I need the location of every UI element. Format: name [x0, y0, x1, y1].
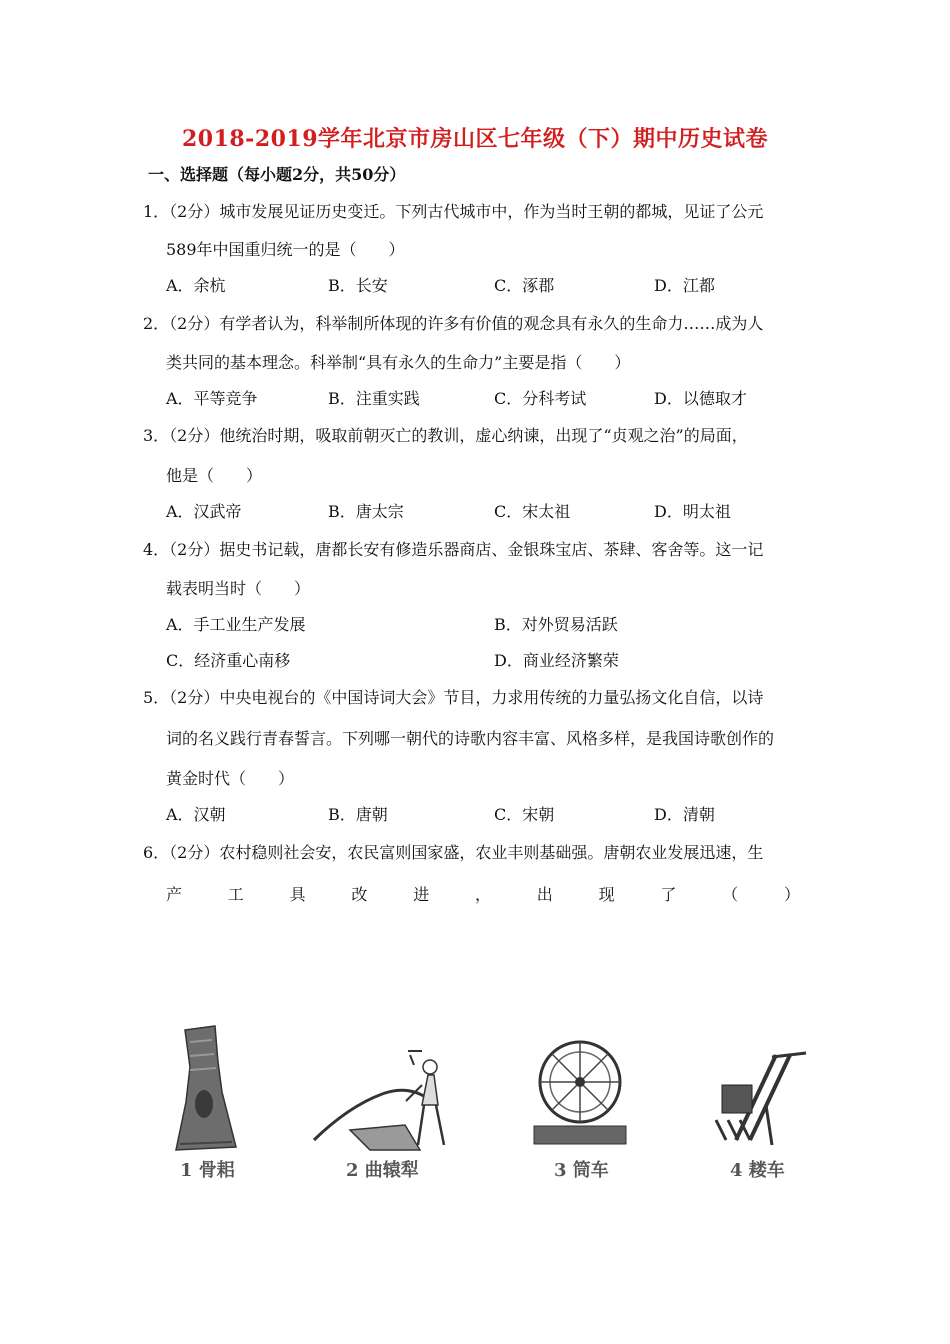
q2-option-b: B．注重实践 [328, 389, 420, 408]
q1-option-d: D．江都 [654, 276, 715, 295]
q4-option-a: A．手工业生产发展 [166, 615, 306, 634]
question-2-line-2: 类共同的基本理念。科举制“具有永久的生命力”主要是指（ ） [166, 353, 631, 372]
question-6-line-2 [166, 882, 800, 905]
q6-char: 出 [536, 885, 553, 904]
q6-char: （ [722, 885, 739, 904]
question-4-line-1: 4．（2分）据史书记载，唐都长安有修造乐器商店、金银珠宝店、茶肆、客舍等。这一记 [143, 540, 764, 559]
q5-option-d: D．清朝 [654, 805, 715, 824]
curved-plough-icon [310, 1045, 470, 1155]
section-heading: 一、选择题（每小题2分，共50分） [148, 165, 406, 184]
q4-option-d: D．商业经济繁荣 [494, 651, 619, 670]
q6-char: 现 [598, 885, 615, 904]
page-title: 2018-2019学年北京市房山区七年级（下）期中历史试卷 [181, 126, 769, 152]
q5-option-c: C．宋朝 [494, 805, 555, 824]
q6-char: ， [474, 885, 491, 904]
q6-char: 工 [227, 885, 244, 904]
question-1-line-2: 589年中国重归统一的是（ ） [166, 240, 405, 259]
q5-option-a: A．汉朝 [166, 805, 226, 824]
question-4-line-2: 载表明当时（ ） [166, 579, 311, 598]
question-5-line-1: 5．（2分）中央电视台的《中国诗词大会》节目，力求用传统的力量弘扬文化自信，以诗 [143, 688, 764, 707]
figure-caption-1: 1 骨耜 [180, 1160, 235, 1181]
question-6-line-1: 6．（2分）农村稳则社会安，农民富则国家盛，农业丰则基础强。唐朝农业发展迅速，生 [143, 843, 764, 862]
q3-option-a: A．汉武帝 [166, 502, 242, 521]
q6-char: 产 [166, 885, 183, 904]
q6-char: 进 [413, 885, 430, 904]
q1-option-c: C．涿郡 [494, 276, 555, 295]
q2-option-d: D．以德取才 [654, 389, 747, 408]
q6-char: 改 [351, 885, 368, 904]
figure-caption-2: 2 曲辕犁 [346, 1160, 419, 1181]
question-2-line-1: 2．（2分）有学者认为，科举制所体现的许多有价值的观念具有永久的生命力……成为人 [143, 314, 764, 333]
q4-option-c: C．经济重心南移 [166, 651, 291, 670]
question-5-line-3: 黄金时代（ ） [166, 769, 295, 788]
figure-caption-3: 3 筒车 [554, 1160, 609, 1181]
q6-char: 具 [289, 885, 306, 904]
q6-char: 了 [660, 885, 677, 904]
q3-option-d: D．明太祖 [654, 502, 731, 521]
bone-spade-icon [170, 1022, 245, 1152]
seed-drill-icon [706, 1045, 810, 1150]
q6-char: ） [783, 885, 800, 904]
q1-option-b: B．长安 [328, 276, 388, 295]
q3-option-c: C．宋太祖 [494, 502, 571, 521]
figure-caption-4: 4 耧车 [730, 1160, 785, 1181]
q5-option-b: B．唐朝 [328, 805, 388, 824]
question-5-line-2: 词的名义践行青春誓言。下列哪一朝代的诗歌内容丰富、风格多样，是我国诗歌创作的 [166, 729, 775, 748]
question-1-line-1: 1．（2分）城市发展见证历史变迁。下列古代城市中，作为当时王朝的都城，见证了公元 [143, 202, 764, 221]
question-3-line-1: 3．（2分）他统治时期，吸取前朝灭亡的教训，虚心纳谏，出现了“贞观之治”的局面， [143, 426, 748, 445]
question-3-line-2: 他是（ ） [166, 466, 263, 485]
water-wheel-icon [530, 1030, 630, 1150]
q2-option-a: A．平等竞争 [166, 389, 258, 408]
q3-option-b: B．唐太宗 [328, 502, 404, 521]
q2-option-c: C．分科考试 [494, 389, 587, 408]
q1-option-a: A．余杭 [166, 276, 226, 295]
q4-option-b: B．对外贸易活跃 [494, 615, 618, 634]
